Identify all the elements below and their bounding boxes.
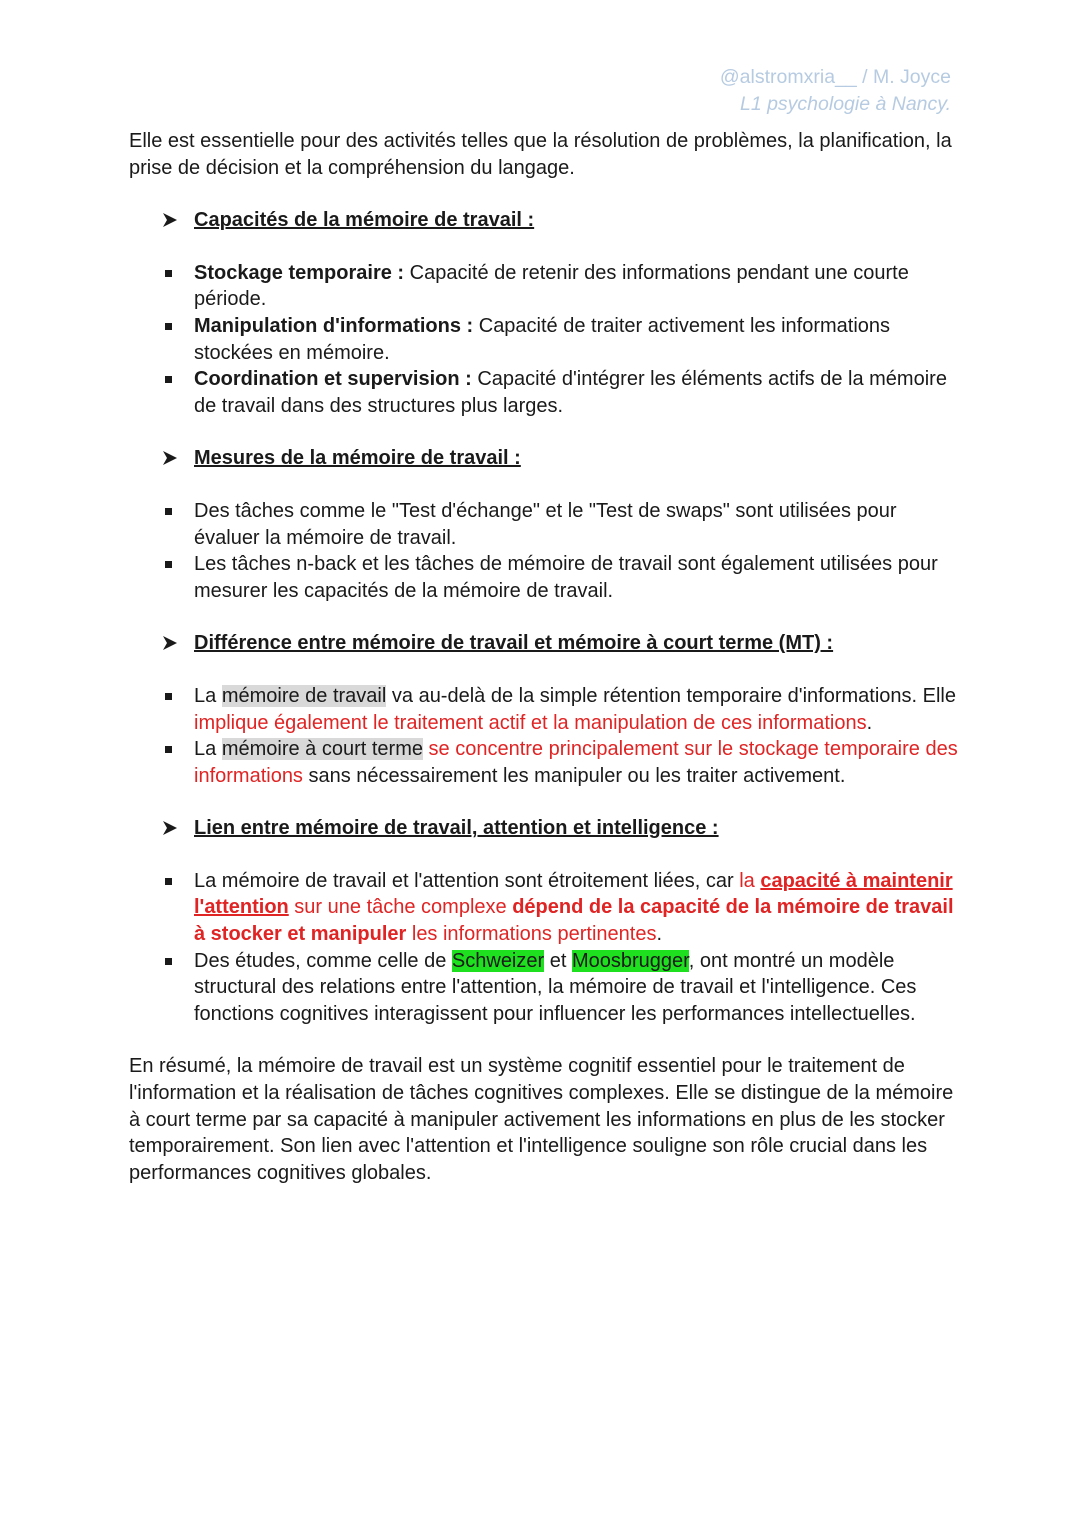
section-heading — [194, 630, 959, 657]
red-underlined-text: capacité à maintenir l'attention — [194, 869, 953, 919]
list-item — [194, 260, 959, 313]
square-bullet-icon — [165, 746, 172, 753]
section-capacites — [129, 207, 959, 419]
square-bullet-icon — [165, 878, 172, 885]
list-item — [194, 498, 959, 551]
text-run: , ont montré un modèle structural des relations entre l'attention, la mémoire de travail et l'intelligence. Ces fonctions cognitives interagissent pour influencer les performances intellectuelles. — [194, 949, 917, 1025]
text-run: . — [656, 923, 663, 946]
header-course: L1 psychologie à Nancy. — [739, 93, 951, 115]
square-bullet-icon — [165, 693, 172, 700]
section-title: Mesures de la mémoire de travail : — [194, 447, 521, 470]
highlighted-term: mémoire à court terme — [221, 738, 423, 761]
list-item — [194, 683, 959, 736]
square-bullet-icon — [165, 508, 172, 515]
section-heading — [194, 445, 959, 472]
arrow-bullet-icon — [162, 445, 182, 466]
section-lien — [129, 815, 959, 1027]
header-author: @alstromxria__ / M. Joyce — [719, 66, 951, 88]
text-run: La — [194, 684, 222, 707]
list-item — [194, 366, 959, 419]
arrow-bullet-icon — [162, 630, 182, 651]
section-heading — [194, 815, 959, 842]
list-item — [194, 868, 959, 948]
document-body — [129, 128, 959, 1186]
section-title: Lien entre mémoire de travail, attention et intelligence : — [194, 817, 719, 840]
capacites-list — [194, 260, 959, 420]
item-text: Capacité d'intégrer les éléments actifs de la mémoire de travail dans des structures plus larges. — [194, 368, 947, 417]
item-term: Manipulation d'informations : — [194, 314, 474, 337]
page-header — [720, 64, 951, 118]
section-title: Différence entre mémoire de travail et mémoire à court terme (MT) : — [194, 632, 834, 655]
section-heading — [194, 207, 959, 234]
text-run: et — [544, 949, 572, 972]
text-run: Des études, comme celle de — [194, 949, 452, 972]
list-item — [194, 551, 959, 604]
section-title: Capacités de la mémoire de travail : — [194, 209, 535, 232]
item-text: Des tâches comme le "Test d'échange" et le "Test de swaps" sont utilisées pour évaluer la mémoire de travail. — [194, 499, 897, 549]
list-item — [194, 948, 959, 1028]
item-text: Capacité de traiter activement les informations stockées en mémoire. — [194, 314, 891, 364]
red-text: sur une tâche complexe — [288, 896, 513, 919]
text-run: La mémoire de travail et l'attention sont étroitement liées, car — [194, 869, 740, 892]
green-highlight-name: Schweizer — [451, 949, 545, 972]
square-bullet-icon — [165, 561, 172, 568]
list-item — [194, 313, 959, 366]
red-text: la — [739, 869, 761, 892]
difference-list — [194, 683, 959, 789]
square-bullet-icon — [165, 270, 172, 277]
arrow-bullet-icon — [162, 815, 182, 836]
text-run: va au-delà de la simple rétention temporaire d'informations. Elle — [386, 684, 956, 707]
section-difference — [129, 630, 959, 789]
square-bullet-icon — [165, 958, 172, 965]
section-mesures — [129, 445, 959, 604]
arrow-bullet-icon — [162, 207, 182, 228]
mesures-list — [194, 498, 959, 604]
highlighted-term: mémoire de travail — [221, 684, 387, 707]
lien-list — [194, 868, 959, 1028]
intro-paragraph: Elle est essentielle pour des activités telles que la résolution de problèmes, la planification, la prise de décision et la compréhension du langage. — [129, 130, 952, 179]
item-term: Stockage temporaire : — [194, 261, 405, 284]
red-text: implique également le traitement actif et la manipulation de ces informations — [194, 711, 867, 734]
list-item — [194, 736, 959, 789]
green-highlight-name: Moosbrugger — [571, 949, 689, 972]
red-text: se concentre principalement sur le stockage temporaire des informations — [194, 738, 958, 787]
text-run: sans nécessairement les manipuler ou les traiter activement. — [302, 764, 846, 787]
summary-paragraph: En résumé, la mémoire de travail est un système cognitif essentiel pour le traitement de l'information et la réalisation de tâches cognitives complexes. Elle se distingue de la mémoire à court terme par sa capacité à manipuler activement les informations en plus de les stocker temporairement. Son lien avec l'attention et l'intelligence souligne son rôle crucial dans les performances cognitives globales. — [129, 1055, 954, 1184]
square-bullet-icon — [165, 376, 172, 383]
item-term: Coordination et supervision : — [194, 368, 472, 391]
text-run: La — [194, 738, 222, 761]
item-text: Capacité de retenir des informations pendant une courte période. — [194, 261, 909, 311]
red-bold-text: dépend de la capacité de la mémoire de travail à stocker et manipuler — [194, 896, 954, 946]
square-bullet-icon — [165, 323, 172, 330]
red-text: les informations pertinentes — [406, 923, 657, 946]
text-run: . — [866, 711, 873, 734]
item-text: Les tâches n-back et les tâches de mémoire de travail sont également utilisées pour mesurer les capacités de la mémoire de travail. — [194, 553, 938, 602]
